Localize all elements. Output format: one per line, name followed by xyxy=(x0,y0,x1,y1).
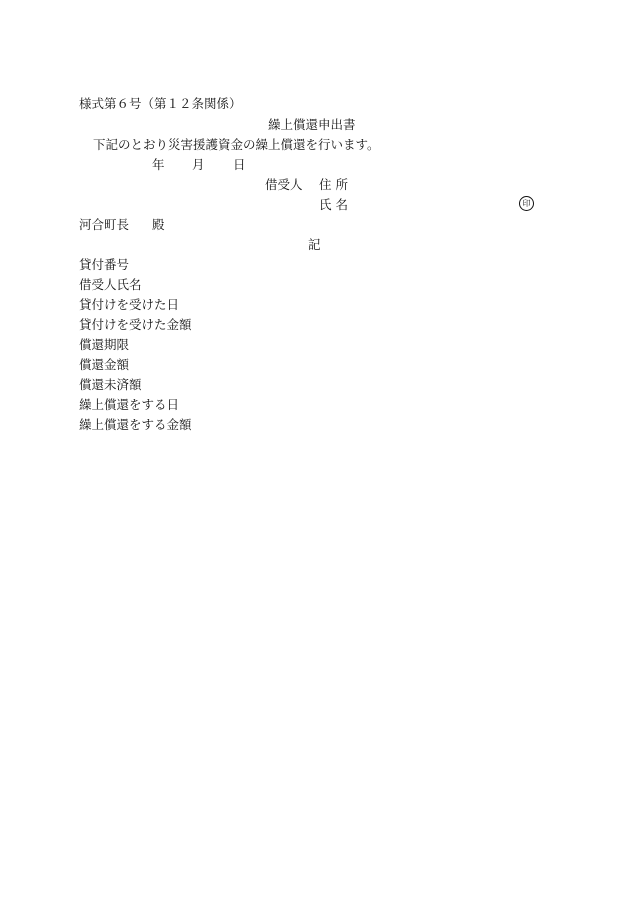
addressee-name: 河合町長 xyxy=(79,217,130,232)
form-number: 様式第６号（第１２条関係） xyxy=(79,96,242,111)
date-month-label: 月 xyxy=(192,157,205,172)
addressee-honorific: 殿 xyxy=(152,217,165,232)
item-repayment-deadline: 償還期限 xyxy=(79,337,130,352)
item-loan-amount: 貸付けを受けた金額 xyxy=(79,317,192,332)
address-label: 住 所 xyxy=(319,177,348,192)
document-title: 繰上償還申出書 xyxy=(268,117,356,132)
item-borrower-name: 借受人氏名 xyxy=(79,277,142,292)
intro-text: 下記のとおり災害援護資金の繰上償還を行います。 xyxy=(93,137,380,152)
name-label: 氏 名 xyxy=(319,197,348,212)
item-early-repayment-amount: 繰上償還をする金額 xyxy=(79,417,192,432)
item-loan-number: 貸付番号 xyxy=(79,257,130,272)
date-day-label: 日 xyxy=(233,157,246,172)
borrower-label: 借受人 xyxy=(265,177,303,192)
ki-heading: 記 xyxy=(308,237,321,252)
seal-mark: 印 xyxy=(519,196,534,211)
item-outstanding-amount: 償還未済額 xyxy=(79,377,142,392)
item-repaid-amount: 償還金額 xyxy=(79,357,130,372)
date-year-label: 年 xyxy=(152,157,165,172)
item-loan-date: 貸付けを受けた日 xyxy=(79,297,180,312)
item-early-repayment-date: 繰上償還をする日 xyxy=(79,397,180,412)
